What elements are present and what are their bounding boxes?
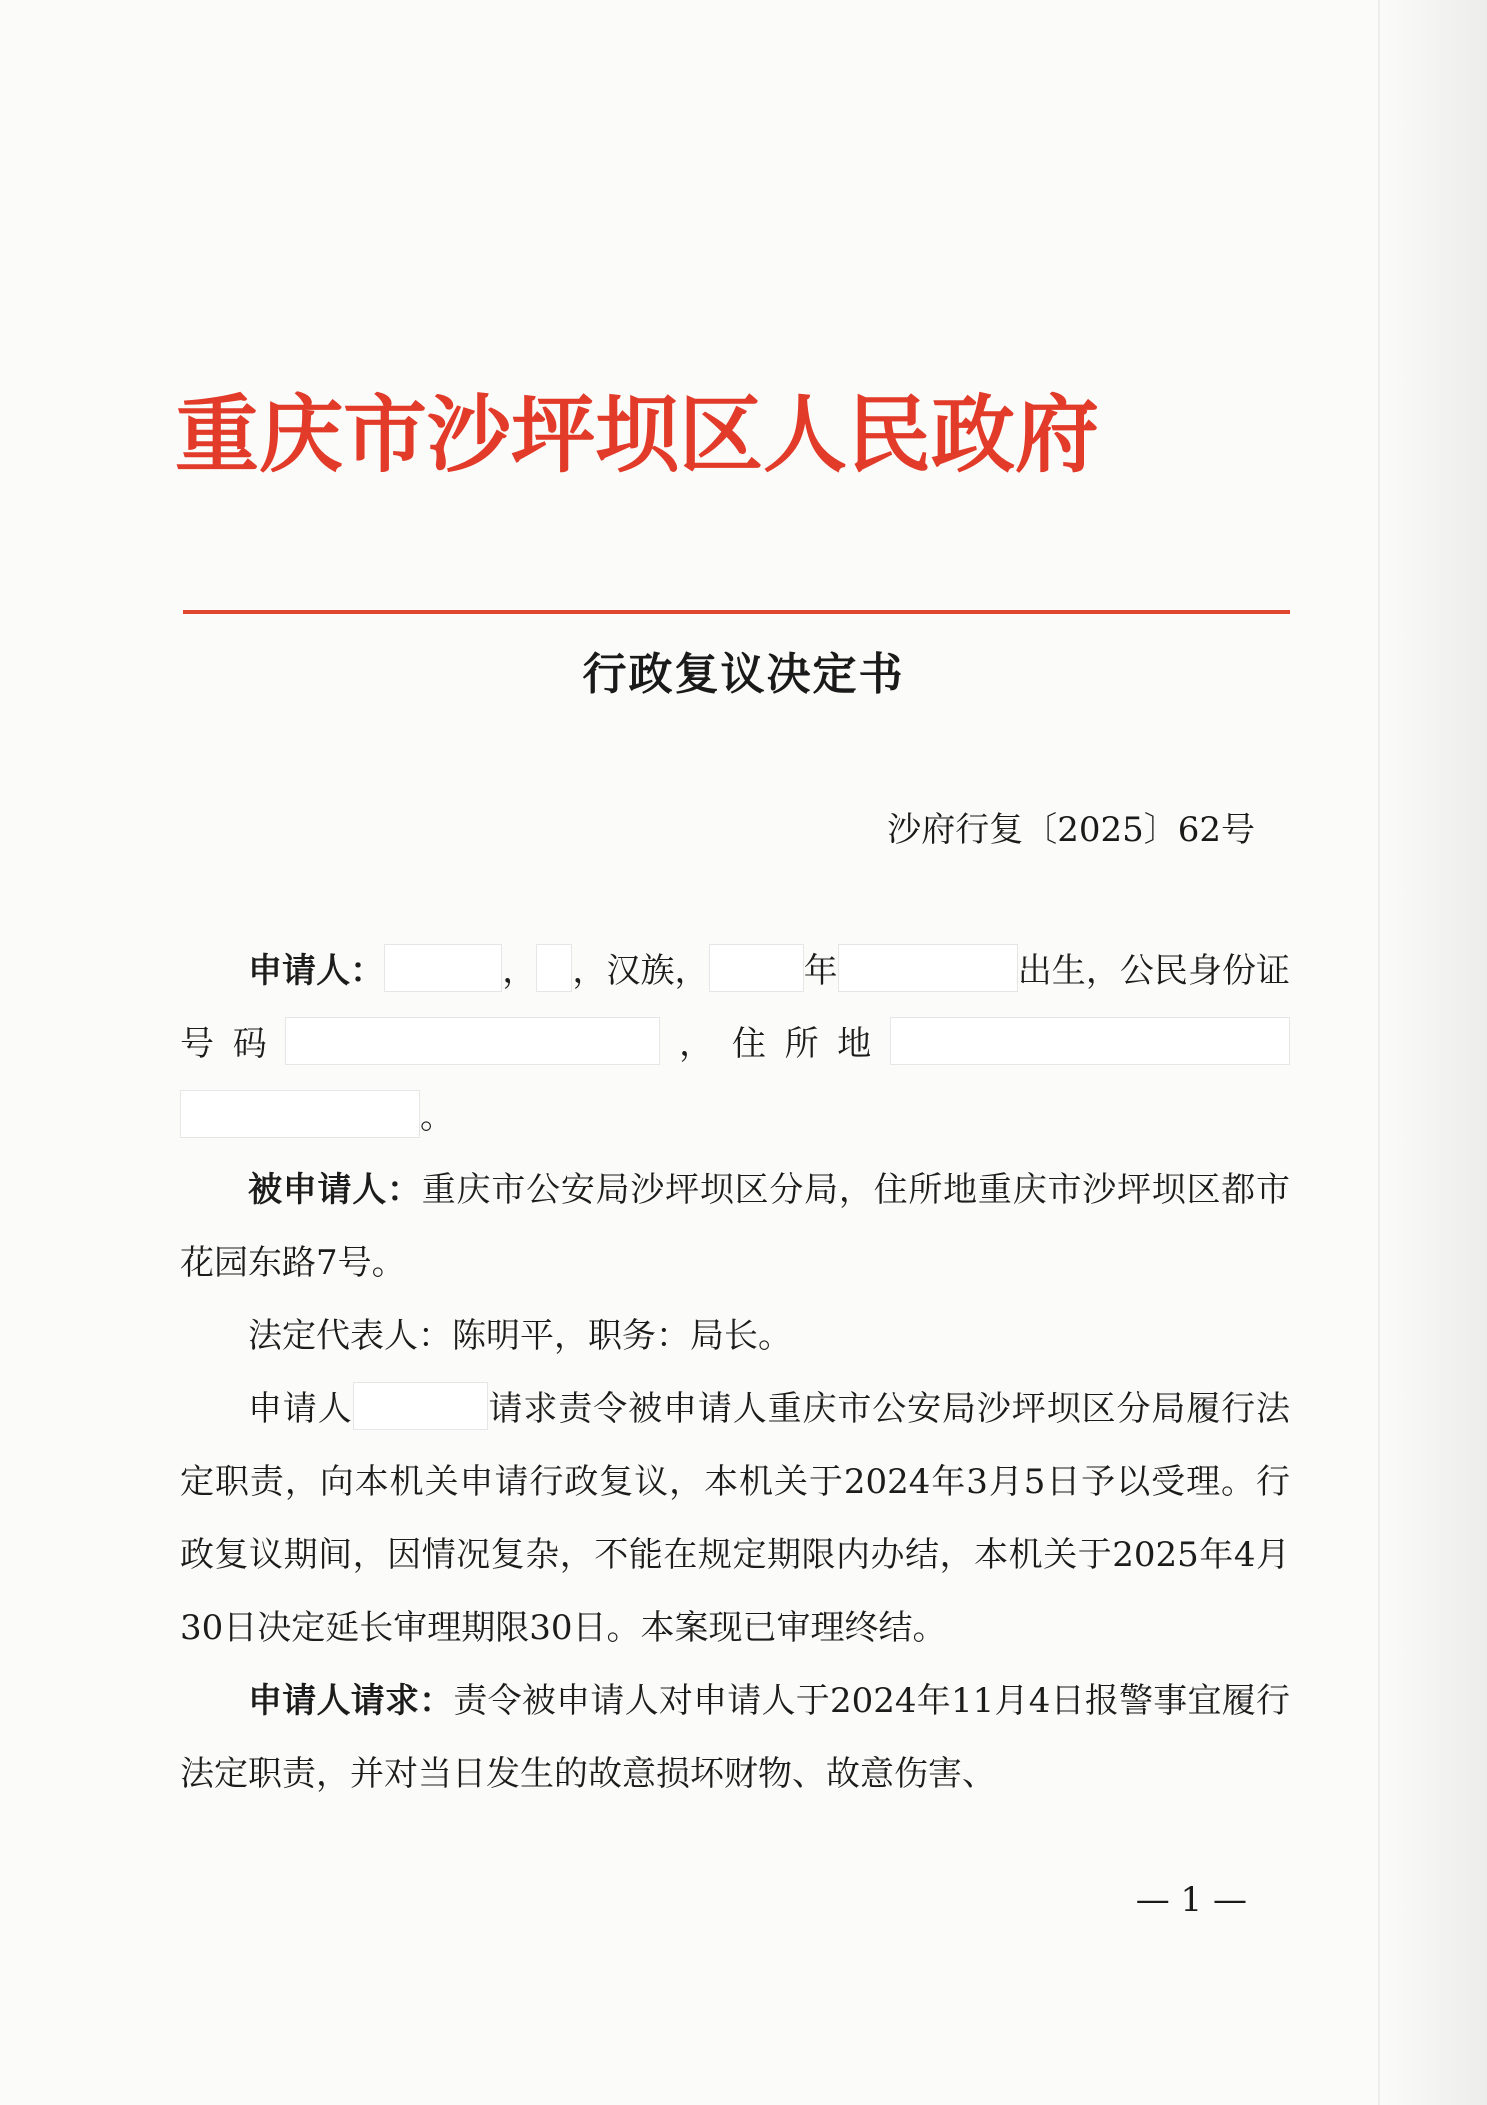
scan-edge-line [1378, 0, 1380, 2105]
redacted-applicant-name [353, 1382, 488, 1430]
legal-rep-text: 法定代表人：陈明平，职务：局长。 [248, 1316, 792, 1356]
redacted-address-cont [180, 1090, 420, 1138]
applicant-sep1: ， [502, 951, 537, 991]
respondent-text: 重庆市公安局沙坪坝区分局，住所地重庆市沙坪坝区都市花园东路7号。 [180, 1170, 1291, 1283]
document-title: 行政复议决定书 [582, 649, 905, 700]
legal-rep-paragraph [180, 1300, 1290, 1373]
page-number: — 1 — [1135, 1880, 1247, 1920]
applicant-ethnicity: ，汉族， [572, 951, 709, 991]
applicant-born-id: 出生，公民身份证号码 [180, 951, 1291, 1064]
request-paragraph [180, 1665, 1290, 1811]
document-body [180, 935, 1290, 1811]
request-text: 责令被申请人对申请人于2024年11月4日报警事宜履行法定职责，并对当日发生的故意损坏财物、故意伤害、 [180, 1681, 1291, 1794]
redacted-id-number [285, 1017, 660, 1065]
applicant-paragraph [180, 935, 1290, 1154]
header-red-rule [183, 610, 1290, 614]
redacted-gender [536, 944, 572, 992]
applicant-end: 。 [420, 1097, 454, 1137]
respondent-paragraph [180, 1154, 1290, 1300]
redacted-birth-date [838, 944, 1018, 992]
redacted-birth-year [709, 944, 804, 992]
redacted-name [384, 944, 502, 992]
document-number: 沙府行复〔2025〕62号 [887, 810, 1255, 850]
scan-shadow [1377, 0, 1487, 2105]
redacted-address [890, 1017, 1290, 1065]
case-intro-paragraph [180, 1373, 1290, 1665]
applicant-label: 申请人： [248, 951, 385, 991]
case-intro-text: 请求责令被申请人重庆市公安局沙坪坝区分局履行法定职责，向本机关申请行政复议，本机关于2024年3月5日予以受理。行政复议期间，因情况复杂，不能在规定期限内办结，本机关于2025年4月30日决定延长审理期限30日。本案现已审理终结。 [180, 1389, 1291, 1648]
issuer-header: 重庆市沙坪坝区人民政府 [175, 385, 1100, 484]
request-label: 申请人请求： [248, 1681, 454, 1721]
respondent-label: 被申请人： [248, 1170, 422, 1210]
case-intro-prefix: 申请人 [248, 1389, 353, 1429]
applicant-year-char: 年 [803, 951, 838, 991]
applicant-residence-label: ，住所地 [660, 1024, 891, 1064]
